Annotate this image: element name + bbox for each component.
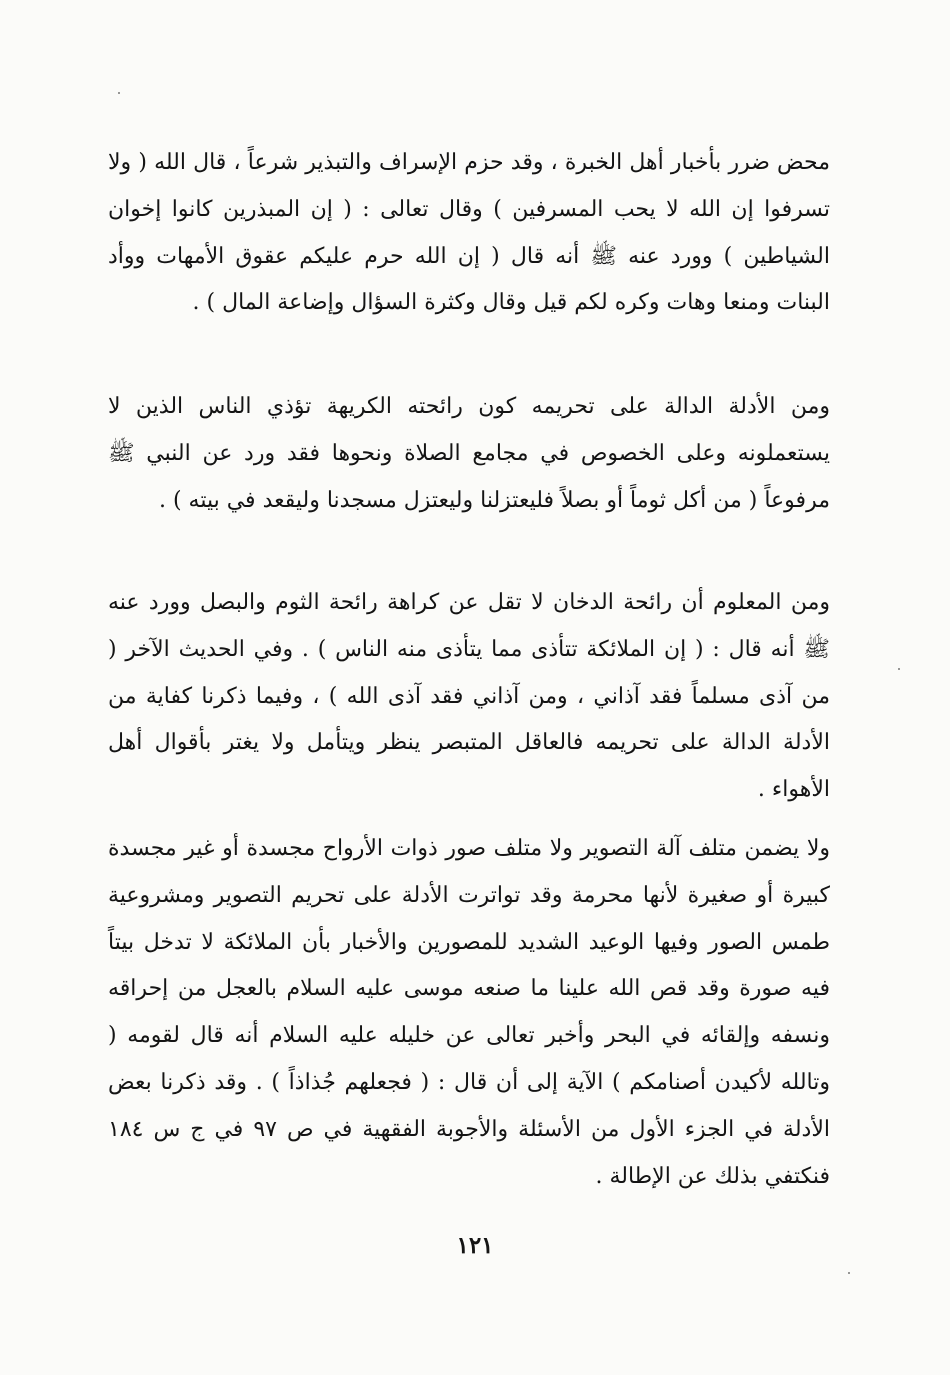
paragraph-4-text: ولا يضمن متلف آلة التصوير ولا متلف صور ذوات الأرواح مجسدة أو غير مجسدة كبيرة أو صغيرة لأنها محرمة وقد تواترت الأدلة على تحريم التصوير ومشروعية طمس الصور وفيها الوعيد الشديد للمصورين والأخبار بأن الملائكة لا تدخل بيتاً فيه صورة وقد قص الله علينا ما صنعه موسى عليه السلام بالعجل من إحراقه ونسفه وإلقائه في البحر وأخبر تعالى عن خليله عليه السلام أنه قال لقومه ( وتالله لأكيدن أصنامكم ) الآية إلى أن قال : ( فجعلهم جُذاذاً ) . وقد ذكرنا بعض الأدلة في الجزء الأول من الأسئلة والأجوبة الفقهية في ص ٩٧ في ج س ١٨٤ فنكتفي بذلك عن الإطالة .	[108, 836, 830, 1189]
paragraph-2	[108, 384, 830, 524]
paragraph-3-text: ومن المعلوم أن رائحة الدخان لا تقل عن كراهة رائحة الثوم والبصل وورد عنه ﷺ أنه قال : ( إن الملائكة تتأذى مما يتأذى منه الناس ) . وفي الحديث الآخر ( من آذى مسلماً فقد آذاني ، ومن آذاني فقد آذى الله ) ، وفيما ذكرنا كفاية من الأدلة الدالة على تحريمه فالعاقل المتبصر ينظر ويتأمل ولا يغتر بأقوال أهل الأهواء .	[108, 590, 830, 803]
paragraph-1-text: محض ضرر بأخبار أهل الخبرة ، وقد حزم الإسراف والتبذير شرعاً ، قال الله ( ولا تسرفوا إن الله لا يحب المسرفين ) وقال تعالى : ( إن المبذرين كانوا إخوان الشياطين ) وورد عنه ﷺ أنه قال ( إن الله حرم عليكم عقوق الأمهات ووأد البنات ومنعا وهات وكره لكم قيل وقال وكثرة السؤال وإضاعة المال ) .	[108, 150, 830, 316]
paragraph-3	[108, 580, 830, 814]
page-number: ١٢١	[456, 1232, 494, 1259]
paragraph-4	[108, 826, 830, 1200]
paragraph-2-text: ومن الأدلة الدالة على تحريمه كون رائحته الكريهة تؤذي الناس الذين لا يستعملونه وعلى الخصوص في مجامع الصلاة ونحوها فقد ورد عن النبي ﷺ مرفوعاً ( من أكل ثوماً أو بصلاً فليعتزلنا وليعتزل مسجدنا وليقعد في بيته ) .	[108, 394, 830, 513]
scan-speck	[118, 92, 120, 94]
paragraph-1	[108, 140, 830, 327]
scan-speck	[898, 668, 900, 670]
scan-speck	[848, 1272, 850, 1274]
